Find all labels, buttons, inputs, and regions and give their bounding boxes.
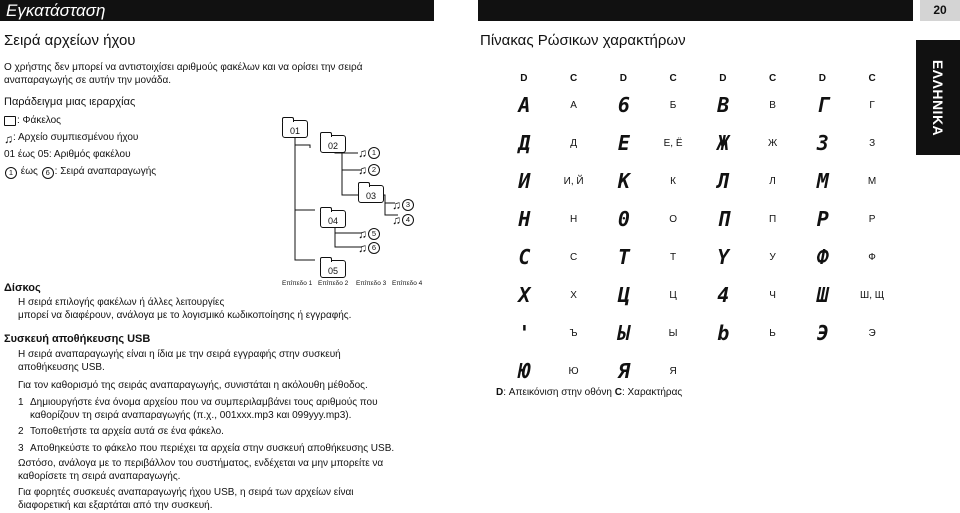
folder-02: 02 — [320, 135, 346, 153]
file-6 — [358, 242, 381, 254]
table-footnote — [496, 387, 682, 398]
table-row — [496, 162, 894, 200]
folder-04: 04 — [320, 210, 346, 228]
character-cell: Т — [670, 251, 677, 263]
file-order-4: 4 — [402, 214, 414, 226]
header-title: Εγκατάσταση — [0, 0, 434, 21]
character-cell: Ъ — [569, 327, 578, 339]
display-glyph: Л — [717, 169, 729, 193]
intro-line-1: Ο χρήστης δεν μπορεί να αντιστοιχίσει αριθμούς φακέλων και να ορίσει την σειρά — [4, 62, 363, 73]
display-glyph: ' — [518, 321, 530, 345]
file-3 — [392, 199, 415, 211]
example-heading: Παράδειγμα μιας ιεραρχίας — [4, 96, 136, 108]
system-note-line-1: Ωστόσο, ανάλογα με το περιβάλλον του συστήματος, ενδέχεται να μην μπορείτε να — [18, 458, 384, 469]
file-4 — [392, 214, 415, 226]
portable-note-line-1: Για φορητές συσκευές αναπαραγωγής ήχου USB, η σειρά των αρχείων είναι — [18, 487, 354, 498]
level-4-label: Επίπεδο 4 — [392, 280, 423, 287]
display-glyph: K — [617, 169, 629, 193]
display-glyph: b — [717, 321, 729, 345]
display-glyph: Г — [816, 93, 828, 117]
character-cell: Ь — [769, 327, 776, 339]
character-cell: Л — [769, 175, 776, 187]
folder-01: 01 — [282, 120, 308, 138]
level-2-label: Επίπεδο 2 — [318, 280, 349, 287]
character-cell: З — [869, 137, 876, 149]
file-order-1: 1 — [368, 147, 380, 159]
circled-number-6: 6 — [42, 167, 54, 179]
disc-heading: Δίσκος — [4, 282, 41, 294]
circled-number-1: 1 — [5, 167, 17, 179]
display-glyph: Ж — [717, 131, 729, 155]
step-3 — [18, 443, 438, 456]
system-note-line-2: καθορίσετε τη σειρά αναπαραγωγής. — [18, 470, 181, 482]
step-1-line-1: Δημιουργήστε ένα όνομα αρχείου που να συμπεριλαμβάνει τους αριθμούς που — [30, 397, 378, 408]
disc-text-line-1: Η σειρά επιλογής φακέλων ή άλλες λειτουργίες — [18, 297, 225, 308]
step-number: 1 — [18, 397, 24, 408]
display-glyph: 3 — [816, 131, 828, 155]
header-c: C — [569, 72, 578, 84]
table-row — [496, 352, 894, 390]
step-number: 2 — [18, 426, 24, 437]
header-c: C — [768, 72, 777, 84]
character-cell: Ю — [568, 365, 579, 377]
table-row — [496, 276, 894, 314]
display-glyph: E — [617, 131, 629, 155]
disc-text — [18, 297, 351, 322]
usb-text-line-2: αποθήκευσης USB. — [18, 361, 105, 373]
intro-line-2: αναπαραγωγής σε αυτήν την μονάδα. — [4, 74, 172, 86]
russian-character-table — [496, 70, 894, 390]
level-1-label: Επίπεδο 1 — [282, 280, 313, 287]
character-cell: У — [769, 251, 776, 263]
step-1-line-2: καθορίζουν τη σειρά αναπαραγωγής (π.χ., 001xxx.mp3 και 099yyy.mp3). — [30, 409, 352, 421]
legend-folder-range: 01 έως 05: Αριθμός φακέλου — [4, 149, 131, 161]
section-title-audio-order: Σειρά αρχείων ήχου — [4, 32, 136, 49]
legend-play-order — [4, 164, 244, 181]
folder-03: 03 — [358, 185, 384, 203]
hierarchy-legend — [4, 113, 244, 181]
usb-text — [18, 349, 341, 374]
character-cell: И, Й — [563, 175, 584, 187]
character-cell: А — [570, 99, 577, 111]
character-cell: Ы — [668, 327, 678, 339]
display-glyph: Ф — [816, 245, 828, 269]
character-cell: М — [867, 175, 877, 187]
music-note-icon: ♫ — [4, 131, 13, 146]
footnote-c-text: : Χαρακτήρας — [621, 387, 683, 398]
display-glyph: P — [816, 207, 828, 231]
steps-list — [18, 397, 438, 455]
display-glyph: И — [518, 169, 530, 193]
table-row — [496, 238, 894, 276]
character-cell: Э — [868, 327, 876, 339]
display-glyph: H — [518, 207, 530, 231]
character-cell: Р — [868, 213, 876, 225]
footnote-d-text: : Απεικόνιση στην οθόνη — [503, 387, 615, 398]
disc-text-line-2: μπορεί να διαφέρουν, ανάλογα με το λογισμικό κωδικοποίησης ή εγγραφής. — [18, 309, 352, 321]
display-glyph: 4 — [717, 283, 729, 307]
display-glyph: 0 — [617, 207, 629, 231]
table-row — [496, 86, 894, 124]
system-note — [18, 458, 383, 483]
char-table — [496, 70, 894, 390]
header-d: D — [619, 72, 627, 84]
display-glyph: Д — [518, 131, 530, 155]
character-cell: К — [670, 175, 676, 187]
character-cell: Х — [570, 289, 577, 301]
character-cell: О — [669, 213, 677, 225]
header-d: D — [818, 72, 826, 84]
character-cell: П — [768, 213, 777, 225]
display-glyph: 6 — [617, 93, 629, 117]
footnote-d-key: D — [496, 387, 504, 398]
character-cell: Б — [669, 99, 677, 111]
display-glyph: C — [518, 245, 530, 269]
page-number: 20 — [920, 0, 960, 21]
level-3-label: Επίπεδο 3 — [356, 280, 387, 287]
file-1 — [358, 147, 381, 159]
step-1 — [18, 397, 438, 422]
legend-file-text: : Αρχείο συμπιεσμένου ήχου — [13, 132, 139, 144]
usb-heading: Συσκευή αποθήκευσης USB — [4, 333, 151, 345]
music-note-icon: ♫ — [392, 213, 401, 227]
music-note-icon: ♫ — [358, 146, 367, 160]
legend-play-order-text: : Σειρά αναπαραγωγής — [54, 166, 157, 178]
header-d: D — [719, 72, 727, 84]
character-cell: Ж — [767, 137, 778, 149]
legend-range-word: έως — [18, 166, 41, 178]
file-order-2: 2 — [368, 164, 380, 176]
step-3-line-1: Αποθηκεύστε το φάκελο που περιέχει τα αρχεία στην συσκευή αποθήκευσης USB. — [30, 442, 395, 454]
footnote-c-key: C — [614, 387, 622, 398]
table-row — [496, 314, 894, 352]
header-bar-right — [478, 0, 913, 21]
display-glyph: T — [617, 245, 629, 269]
display-glyph: П — [717, 207, 729, 231]
display-glyph: Ю — [518, 359, 530, 383]
language-label: ΕΛΛΗΝΙΚΑ — [930, 59, 946, 136]
character-cell: Ш, Щ — [860, 289, 885, 301]
character-cell: Д — [570, 137, 577, 149]
step-number: 3 — [18, 442, 24, 454]
language-side-tab — [916, 40, 960, 155]
section-title-russian-table: Πίνακας Ρώσικων χαρακτήρων — [480, 32, 686, 49]
table-body — [496, 86, 894, 390]
header-c: C — [669, 72, 677, 84]
music-note-icon: ♫ — [358, 241, 367, 255]
header-c: C — [868, 72, 876, 84]
folder-05: 05 — [320, 260, 346, 278]
display-glyph: Я — [617, 359, 629, 383]
legend-file — [4, 130, 244, 147]
character-cell: Г — [869, 99, 875, 111]
folder-icon — [4, 116, 16, 126]
character-cell: Ф — [868, 251, 876, 263]
character-cell: Ч — [769, 289, 776, 301]
display-glyph: Ы — [617, 321, 629, 345]
display-glyph — [794, 352, 850, 390]
file-order-5: 5 — [368, 228, 380, 240]
display-glyph: X — [518, 283, 530, 307]
portable-note — [18, 487, 353, 512]
character-cell: Е, Ё — [663, 137, 683, 149]
display-glyph — [695, 352, 751, 390]
character-cell — [850, 352, 894, 390]
intro-text — [4, 62, 362, 87]
table-row — [496, 200, 894, 238]
display-glyph: M — [816, 169, 828, 193]
display-glyph: Э — [816, 321, 828, 345]
file-order-6: 6 — [368, 242, 380, 254]
step-2 — [18, 426, 438, 439]
character-cell — [751, 352, 795, 390]
table-header-row — [496, 70, 894, 86]
character-cell: В — [769, 99, 776, 111]
character-cell: Я — [669, 365, 677, 377]
header-d: D — [520, 72, 528, 84]
file-5 — [358, 228, 381, 240]
hierarchy-diagram — [280, 115, 440, 290]
table-row — [496, 124, 894, 162]
file-order-3: 3 — [402, 199, 414, 211]
character-cell: Ц — [669, 289, 677, 301]
step-2-line-1: Τοποθετήστε τα αρχεία αυτά σε ένα φάκελο. — [30, 426, 224, 437]
legend-folder — [4, 113, 244, 130]
music-note-icon: ♫ — [358, 163, 367, 177]
file-2 — [358, 164, 381, 176]
portable-note-line-2: διαφορετική και εξαρτάται από την συσκευή. — [18, 499, 213, 511]
display-glyph: Y — [717, 245, 729, 269]
display-glyph: A — [518, 93, 530, 117]
display-glyph: B — [717, 93, 729, 117]
usb-text-line-1: Η σειρά αναπαραγωγής είναι η ίδια με την σειρά εγγραφής στην συσκευή — [18, 349, 341, 360]
display-glyph: Ш — [816, 283, 828, 307]
usb-method-text: Για τον καθορισμό της σειράς αναπαραγωγής, συνιστάται η ακόλουθη μέθοδος. — [18, 380, 368, 391]
character-cell: Н — [569, 213, 578, 225]
character-cell: С — [569, 251, 578, 263]
music-note-icon: ♫ — [392, 198, 401, 212]
music-note-icon: ♫ — [358, 227, 367, 241]
display-glyph: Ц — [617, 283, 629, 307]
legend-folder-text: : Φάκελος — [17, 115, 62, 127]
